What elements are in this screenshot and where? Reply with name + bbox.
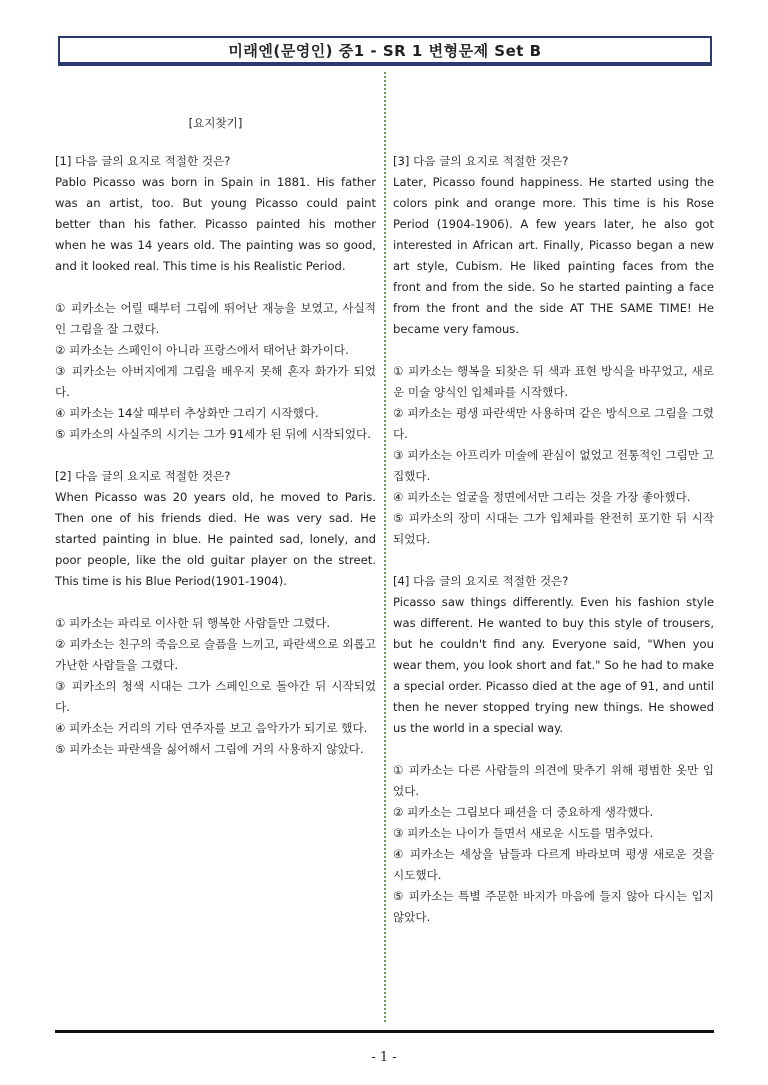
spacer (393, 550, 714, 571)
section-label: [요지찾기] (188, 116, 243, 130)
question-title: [3] 다음 글의 요지로 적절한 것은? (393, 154, 569, 168)
answer-option[interactable]: ② 피카소는 친구의 죽음으로 슬픔을 느끼고, 파란색으로 외롭고 가난한 사람들을 그렸다. (55, 637, 376, 672)
answer-option[interactable]: ⑤ 피카소의 사실주의 시기는 그가 91세가 된 뒤에 시작되었다. (55, 427, 371, 441)
answer-option[interactable]: ① 피카소는 행복을 되찾은 뒤 색과 표현 방식을 바꾸었고, 새로운 미술 양식인 입체파를 시작했다. (393, 364, 714, 399)
question-passage: Pablo Picasso was born in Spain in 1881. His father was an artist, too. But young Picasso could paint better than his father. Picasso painted his mother when he was 14 years old. The painting was so good, and it looked real. This time is his Realistic Period. (55, 175, 376, 273)
answer-options (55, 613, 376, 760)
answer-option[interactable]: ④ 피카소는 얼굴을 정면에서만 그리는 것을 가장 좋아했다. (393, 490, 691, 504)
question-title: [4] 다음 글의 요지로 적절한 것은? (393, 574, 569, 588)
answer-option[interactable]: ① 피카소는 다른 사람들의 의견에 맞추기 위해 평범한 옷만 입었다. (393, 763, 714, 798)
right-column (393, 151, 714, 928)
answer-options (55, 298, 376, 445)
question-2 (55, 466, 376, 760)
answer-option[interactable]: ② 피카소는 스페인이 아니라 프랑스에서 태어난 화가이다. (55, 343, 349, 357)
answer-options (393, 760, 714, 928)
answer-option[interactable]: ② 피카소는 평생 파란색만 사용하며 같은 방식으로 그림을 그렸다. (393, 406, 714, 441)
answer-option[interactable]: ④ 피카소는 거리의 기타 연주자를 보고 음악가가 되기로 했다. (55, 721, 368, 735)
spacer (55, 445, 376, 466)
answer-option[interactable]: ⑤ 피카소의 장미 시대는 그가 입체파를 완전히 포기한 뒤 시작되었다. (393, 511, 714, 546)
answer-option[interactable]: ③ 피카소는 나이가 들면서 새로운 시도를 멈추었다. (393, 826, 654, 840)
question-3 (393, 151, 714, 550)
answer-option[interactable]: ② 피카소는 그림보다 패션을 더 중요하게 생각했다. (393, 805, 654, 819)
answer-option[interactable]: ③ 피카소는 아버지에게 그림을 배우지 못해 혼자 화가가 되었다. (55, 364, 376, 399)
answer-option[interactable]: ④ 피카소는 14살 때부터 추상화만 그리기 시작했다. (55, 406, 319, 420)
question-1 (55, 151, 376, 445)
left-column (55, 113, 376, 760)
footer-rule (55, 1030, 714, 1033)
question-passage: When Picasso was 20 years old, he moved to Paris. Then one of his friends died. He was very sad. He started painting in blue. He painted sad, lonely, and poor people, like the old guitar player on the street. This time is his Blue Period(1901-1904). (55, 490, 376, 588)
question-passage: Picasso saw things differently. Even his fashion style was different. He wanted to buy this style of trousers, but he couldn't find any. Everyone said, "When you wear them, you look short and fat." So he had to make a special order. Picasso died at the age of 91, and until then he never stopped trying new things. He showed us the world in a special way. (393, 595, 714, 735)
answer-option[interactable]: ④ 피카소는 세상을 남들과 다르게 바라보며 평생 새로운 것을 시도했다. (393, 847, 714, 882)
page-title-text: 미래엔(문영인) 중1 - SR 1 변형문제 Set B (228, 41, 542, 60)
answer-option[interactable]: ① 피카소는 파리로 이사한 뒤 행복한 사람들만 그렸다. (55, 616, 331, 630)
page-number: - 1 - (371, 1050, 397, 1065)
question-4 (393, 571, 714, 928)
answer-option[interactable]: ① 피카소는 어릴 때부터 그림에 뛰어난 재능을 보였고, 사실적인 그림을 잘 그렸다. (55, 301, 376, 336)
answer-option[interactable]: ③ 피카소는 아프리카 미술에 관심이 없었고 전통적인 그림만 고집했다. (393, 448, 714, 483)
answer-option[interactable]: ③ 피카소의 청색 시대는 그가 스페인으로 돌아간 뒤 시작되었다. (55, 679, 376, 714)
question-title: [2] 다음 글의 요지로 적절한 것은? (55, 469, 231, 483)
column-divider (384, 72, 386, 1022)
page-title (58, 36, 712, 66)
answer-option[interactable]: ⑤ 피카소는 파란색을 싫어해서 그림에 거의 사용하지 않았다. (55, 742, 364, 756)
answer-option[interactable]: ⑤ 피카소는 특별 주문한 바지가 마음에 들지 않아 다시는 입지 않았다. (393, 889, 714, 924)
question-title: [1] 다음 글의 요지로 적절한 것은? (55, 154, 231, 168)
question-passage: Later, Picasso found happiness. He started using the colors pink and orange more. This time is his Rose Period (1904-1906). A few years later, he also got interested in African art. Finally, Picasso began a new art style, Cubism. He liked painting faces from the front and from the side. So he started painting a face from the front and the side AT THE SAME TIME! He became very famous. (393, 175, 714, 336)
answer-options (393, 361, 714, 550)
